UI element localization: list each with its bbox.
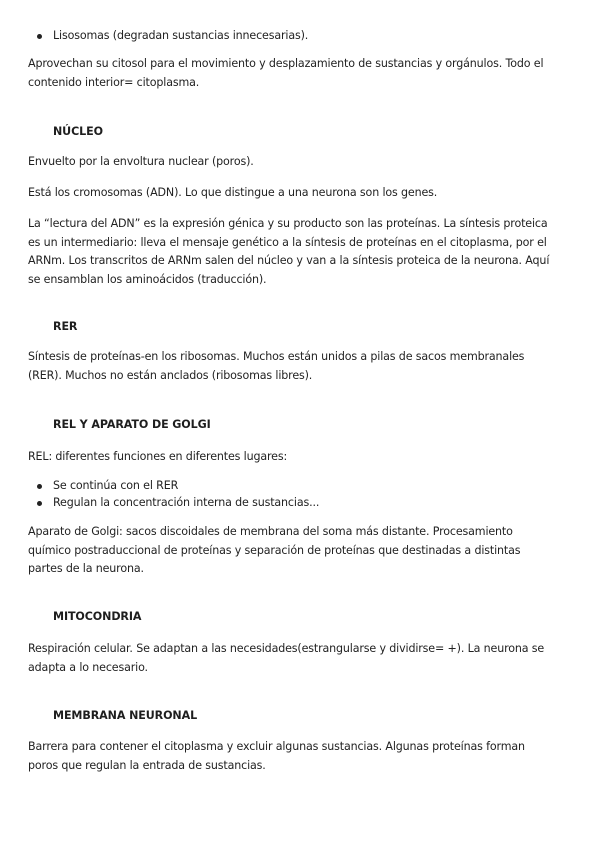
paragraph-line: Aparato de Golgi: sacos discoidales de membrana del soma más distante. Procesamiento [28,525,513,538]
paragraph-line: REL: diferentes funciones en diferentes lugares: [28,450,288,463]
paragraph-line: Barrera para contener el citoplasma y excluir algunas sustancias. Algunas proteínas forman [28,740,525,753]
paragraph-mitocondria [28,640,576,677]
heading-membrana: MEMBRANA NEURONAL [53,709,198,722]
paragraph-citosol [28,55,576,92]
paragraph-line: químico postraduccional de proteínas y separación de proteínas que destinadas a distintas [28,543,521,557]
heading-mitocondria: MITOCONDRIA [53,610,142,623]
paragraph-line: (RER). Muchos no están anclados (ribosomas libres). [28,368,313,382]
paragraph-line: Está los cromosomas (ADN). Lo que distingue a una neurona son los genes. [28,186,438,199]
paragraph-rer [28,348,576,385]
heading-rer: RER [53,320,78,333]
paragraph-golgi [28,523,576,579]
list-item-rel-2: Regulan la concentración interna de sustancias... [53,496,320,509]
paragraph-line: Aprovechan su citosol para el movimiento y desplazamiento de sustancias y orgánulos. Todo el [28,57,544,70]
paragraph-rel-intro [28,448,576,467]
paragraph-line: La “lectura del ADN” es la expresión génica y su producto son las proteínas. La síntesis proteica [28,217,548,230]
heading-nucleo: NÚCLEO [53,125,103,138]
bullet-dot [37,501,42,506]
paragraph-line: Respiración celular. Se adaptan a las necesidades(estrangularse y dividirse= +). La neurona se [28,642,545,655]
paragraph-nucleo-3 [28,215,576,289]
paragraph-line: es un intermediario: lleva el mensaje genético a la síntesis de proteínas en el citoplasma, por el [28,235,547,249]
bullet-dot [37,34,42,39]
paragraph-line: ARNm. Los transcritos de ARNm salen del núcleo y van a la síntesis proteica de la neurona. Aquí [28,254,550,268]
paragraph-line: partes de la neurona. [28,562,144,576]
paragraph-line: poros que regulan la entrada de sustancias. [28,758,266,772]
paragraph-line: se ensamblan los aminoácidos (traducción). [28,272,267,286]
list-item-lisosomas: Lisosomas (degradan sustancias innecesarias). [53,29,309,42]
paragraph-nucleo-2 [28,184,576,203]
bullet-dot [37,484,42,489]
paragraph-line: contenido interior= citoplasma. [28,75,200,89]
paragraph-membrana [28,738,576,775]
paragraph-line: Envuelto por la envoltura nuclear (poros). [28,155,254,168]
paragraph-nucleo-1 [28,153,576,172]
paragraph-line: Síntesis de proteínas-en los ribosomas. Muchos están unidos a pilas de sacos membranales [28,350,525,363]
paragraph-line: adapta a lo necesario. [28,660,148,674]
heading-rel-golgi: REL Y APARATO DE GOLGI [53,418,211,431]
list-item-rel-1: Se continúa con el RER [53,479,179,492]
